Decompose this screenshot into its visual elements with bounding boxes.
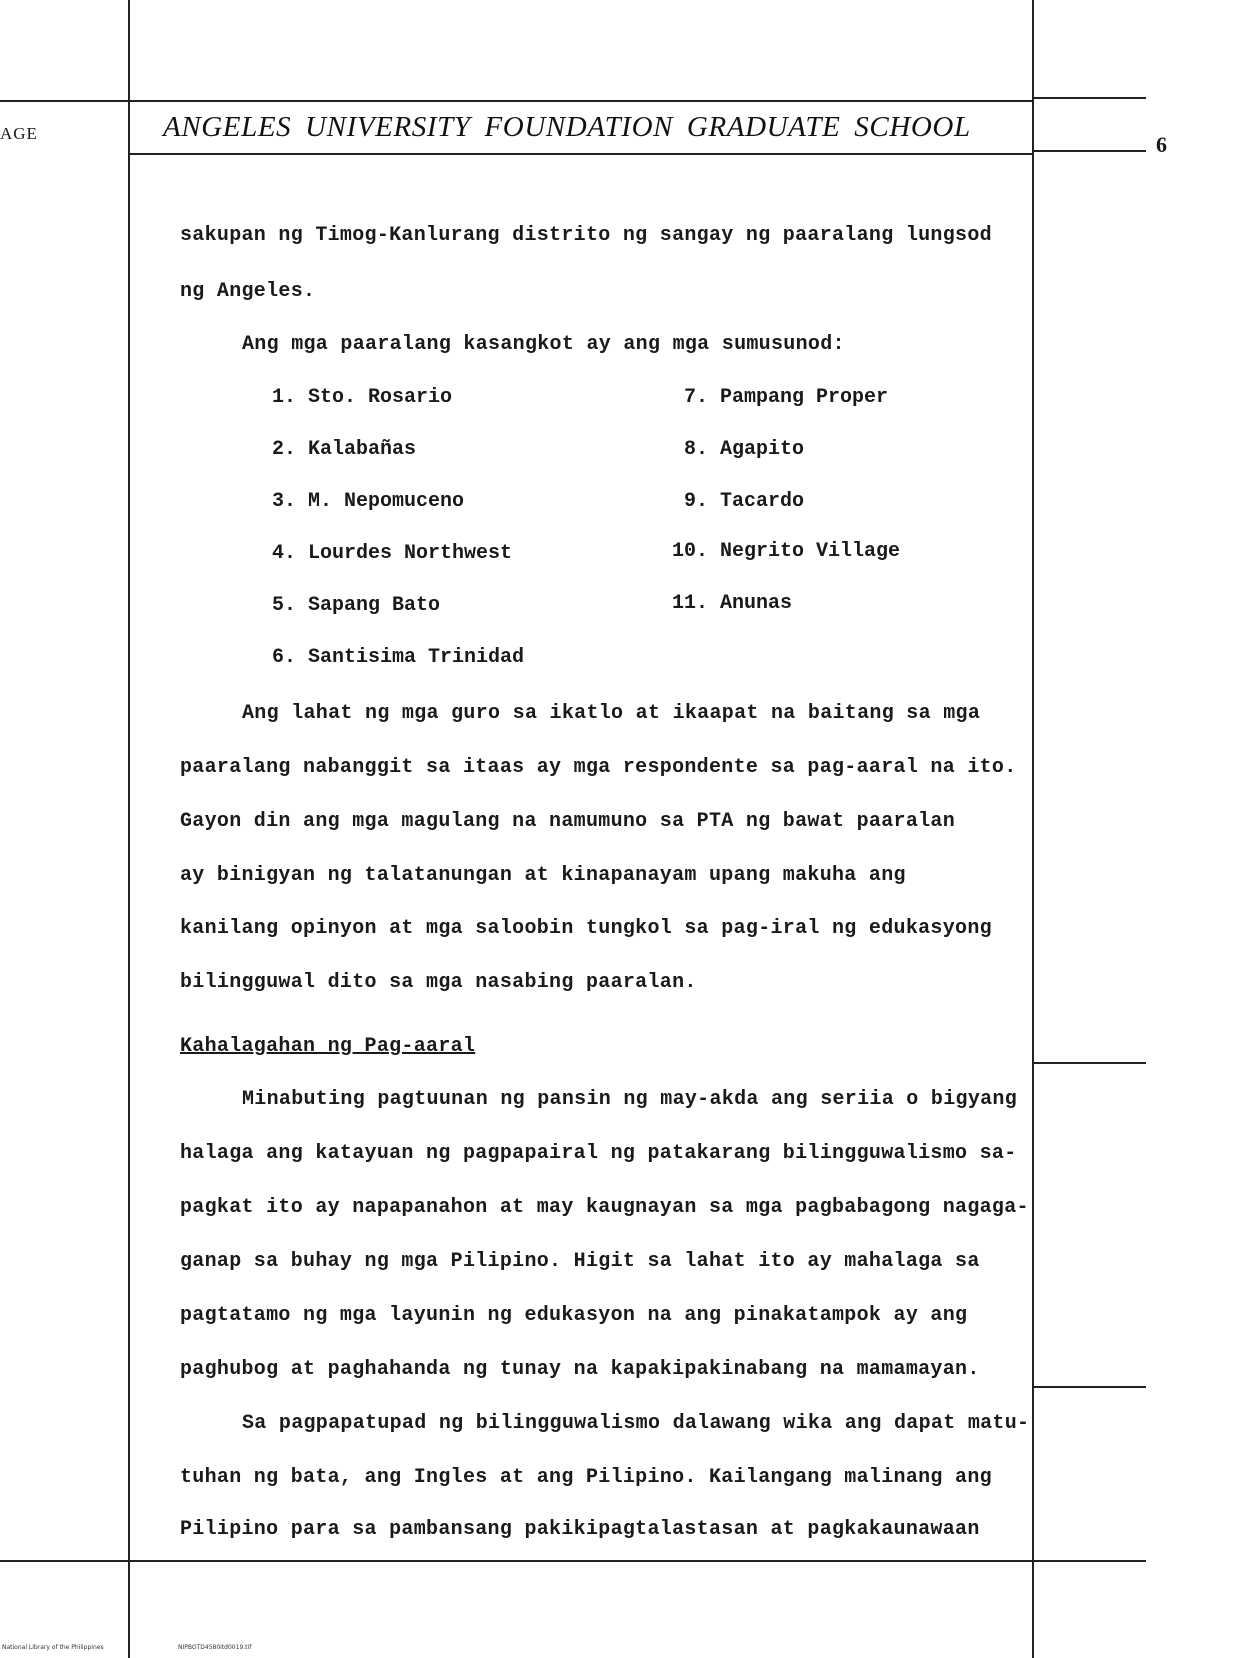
library-credit: National Library of the Philippines <box>2 1644 104 1651</box>
para3-line-1: Minabuting pagtuunan ng pansin ng may-akda ang seriia o bigyang <box>242 1088 1018 1111</box>
right-tab-rule-2 <box>1034 150 1146 152</box>
para4-line-3: Pilipino para sa pambansang pakikipagtalastasan at pagkakaunawaan <box>180 1518 980 1541</box>
header-title: ANGELES UNIVERSITY FOUNDATION GRADUATE SCHOOL <box>163 111 971 143</box>
page-label: AGE <box>0 124 38 143</box>
para2-line-1: Ang lahat ng mga guro sa ikatlo at ikaapat na baitang sa mga <box>242 702 981 725</box>
school-item: 3. M. Nepomuceno <box>271 490 465 513</box>
right-tab-rule-1 <box>1034 97 1146 99</box>
school-item: 1. Sto. Rosario <box>271 386 453 409</box>
para4-line-1: Sa pagpapatupad ng bilingguwalismo dalawang wika ang dapat matu- <box>242 1412 1030 1435</box>
left-margin-rule <box>128 0 130 1658</box>
para2-line-6: bilingguwal dito sa mga nasabing paaralan. <box>180 971 697 994</box>
section-heading: Kahalagahan ng Pag-aaral <box>180 1035 476 1058</box>
school-item: 5. Sapang Bato <box>271 594 441 617</box>
para2-line-4: ay binigyan ng talatanungan at kinapanayam upang makuha ang <box>180 864 906 887</box>
para3-line-4: ganap sa buhay ng mga Pilipino. Higit sa lahat ito ay mahalaga sa <box>180 1250 980 1273</box>
school-item: 2. Kalabañas <box>271 438 417 461</box>
school-item: 11. Anunas <box>671 592 793 615</box>
right-margin-rule <box>1032 0 1034 1658</box>
para4-line-2: tuhan ng bata, ang Ingles at ang Pilipino. Kailangang malinang ang <box>180 1466 992 1489</box>
school-item: 8. Agapito <box>683 438 805 461</box>
right-tab-rule-5 <box>1034 1560 1146 1562</box>
para2-line-5: kanilang opinyon at mga saloobin tungkol sa pag-iral ng edukasyong <box>180 917 992 940</box>
para2-line-3: Gayon din ang mga magulang na namumuno sa PTA ng bawat paaralan <box>180 810 956 833</box>
para3-line-3: pagkat ito ay napapanahon at may kaugnayan sa mga pagbabagong nagaga- <box>180 1196 1029 1219</box>
scan-filename: NIPBOTD4580itd0019.tif <box>178 1644 252 1651</box>
para3-line-2: halaga ang katayuan ng pagpapairal ng patakarang bilingguwalismo sa- <box>180 1142 1017 1165</box>
page-number: 6 <box>1156 132 1167 157</box>
school-item: 9. Tacardo <box>683 490 805 513</box>
bottom-rule <box>0 1560 1032 1562</box>
right-tab-rule-3 <box>1034 1062 1146 1064</box>
school-item: 6. Santisima Trinidad <box>271 646 525 669</box>
para1-line-2: ng Angeles. <box>180 280 316 303</box>
para1-line-1: sakupan ng Timog-Kanlurang distrito ng sangay ng paaralang lungsod <box>180 224 992 247</box>
para2-line-2: paaralang nabanggit sa itaas ay mga respondente sa pag-aaral na ito. <box>180 756 1017 779</box>
school-item: 7. Pampang Proper <box>683 386 889 409</box>
para3-line-5: pagtatamo ng mga layunin ng edukasyon na ang pinakatampok ay ang <box>180 1304 968 1327</box>
schools-intro: Ang mga paaralang kasangkot ay ang mga sumusunod: <box>242 333 845 356</box>
school-item: 4. Lourdes Northwest <box>271 542 513 565</box>
header-top-rule <box>0 100 1032 102</box>
right-tab-rule-4 <box>1034 1386 1146 1388</box>
header-bottom-rule <box>128 153 1032 155</box>
school-item: 10. Negrito Village <box>671 540 901 563</box>
para3-line-6: paghubog at paghahanda ng tunay na kapakipakinabang na mamamayan. <box>180 1358 980 1381</box>
